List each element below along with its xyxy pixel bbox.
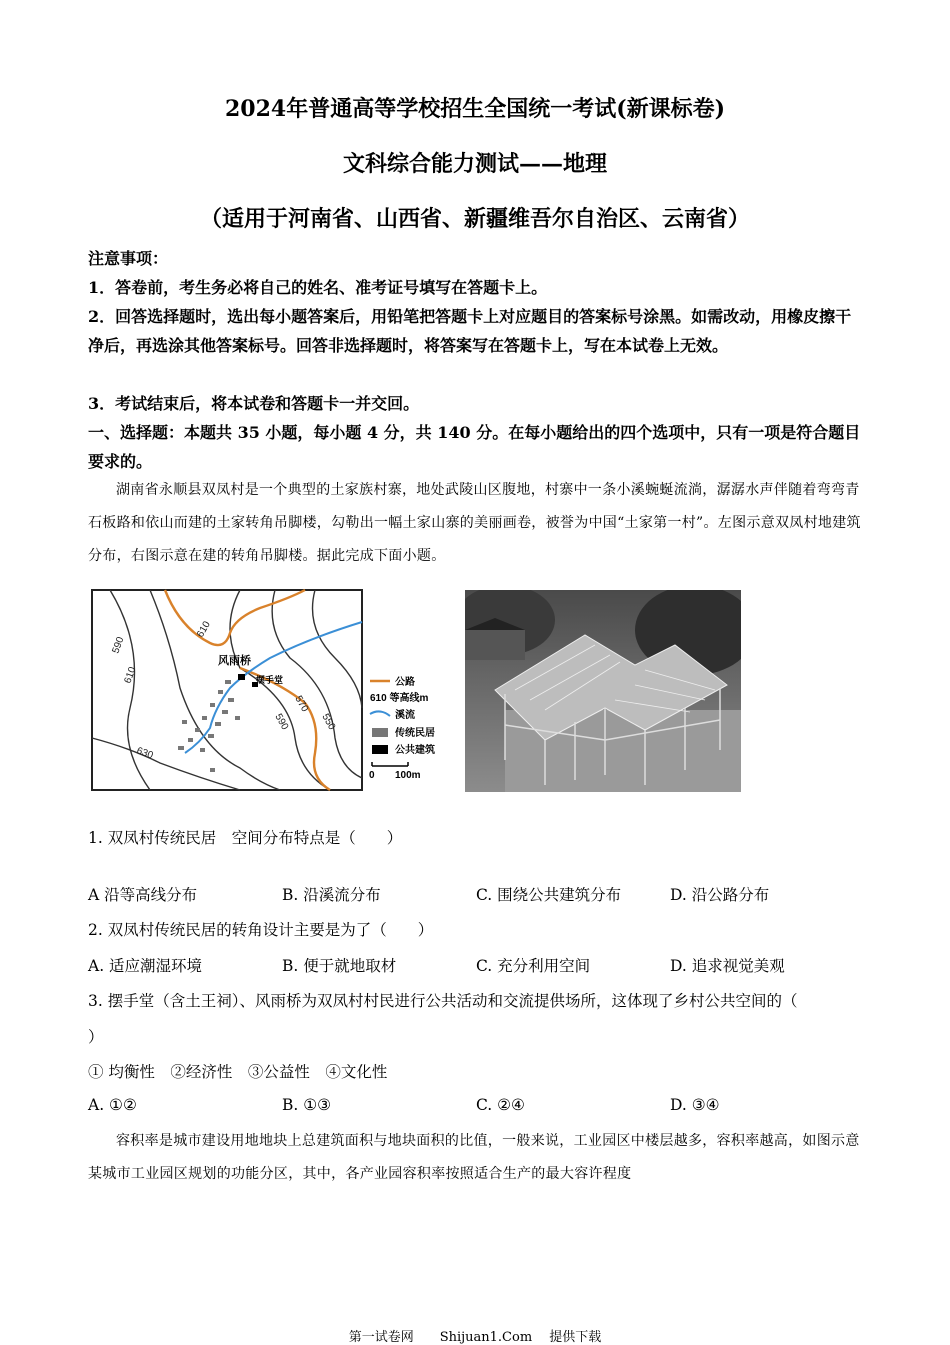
contour-label: 570 [292,694,311,714]
exam-title: 2024年普通高等学校招生全国统一考试(新课标卷) [224,96,726,122]
contour-label: 610 [122,665,139,686]
contour-label: 590 [272,712,291,732]
q2-option-b[interactable]: B. 便于就地取材 [282,957,397,975]
legend-stream: 溪流 [395,710,415,721]
legend-contour: 610 等高线m [370,693,429,704]
q3-option-b[interactable]: B. ①③ [282,1096,332,1114]
question-3-stem: 3. 摆手堂（含土王祠）、风雨桥为双凤村村民进行公共活动和交流提供场所，这体现了乡村公共空间的（ [88,992,798,1010]
q3-option-d[interactable]: D. ③④ [670,1096,720,1114]
exam-subtitle: 文科综合能力测试——地理 [342,151,607,177]
hall-label: 摆手堂 [256,675,284,685]
legend-public: 公共建筑 [395,745,435,756]
scale-zero: 0 [369,770,375,781]
exam-region: （适用于河南省、山西省、新疆维吾尔自治区、云南省） [199,206,750,232]
q1-option-d[interactable]: D. 沿公路分布 [670,886,770,904]
contour-label: 590 [110,635,127,656]
question-3-items: ① 均衡性 ②经济性 ③公益性 ④文化性 [88,1063,388,1081]
village-map [90,588,458,794]
q2-option-d[interactable]: D. 追求视觉美观 [670,957,785,975]
q1-option-c[interactable]: C. 围绕公共建筑分布 [476,886,622,904]
contour-label: 630 [134,745,155,762]
bridge-label: 风雨桥 [218,655,251,667]
question-3-stem-cont: ） [88,1028,104,1046]
q3-option-a[interactable]: A. ①② [88,1096,137,1114]
note-item-2: 2．回答选择题时，选出每小题答案后，用铅笔把答题卡上对应题目的答案标号涂黑。如需改动，用橡皮擦干净后，再选涂其他答案标号。回答非选择题时，将答案写在答题卡上，写在本试卷上无效。 [88,307,852,355]
section-intro: 一、选择题：本题共 35 小题，每小题 4 分，共 140 分。在每小题给出的四个选项中，只有一项是符合题目要求的。 [88,423,861,471]
contour-label: 610 [195,619,213,640]
question-2-stem: 2. 双凤村传统民居的转角设计主要是为了（ ） [88,921,434,939]
question-1-stem: 1. 双凤村传统民居 空间分布特点是（ ） [88,829,403,847]
q1-option-b[interactable]: B. 沿溪流分布 [282,886,381,904]
stilt-house-photo [465,590,741,792]
q3-option-c[interactable]: C. ②④ [476,1096,525,1114]
passage-1: 湖南省永顺县双凤村是一个典型的土家族村寨，地处武陵山区腹地，村寨中一条小溪蜿蜒流淌，潺潺水声伴随着弯弯青石板路和依山而建的土家转角吊脚楼，勾勒出一幅土家山寨的美丽画卷，被誉为中国“土家第一村”。左图示意双凤村地建筑分布，右图示意在建的转角吊脚楼。据此完成下面小题。 [88,482,861,564]
q2-option-a[interactable]: A. 适应潮湿环境 [88,957,203,975]
q1-option-a[interactable]: A 沿等高线分布 [88,886,198,904]
page-footer: 第一试卷网 Shijuan1.Com 提供下载 [348,1330,602,1345]
note-item-1: 1．答卷前，考生务必将自己的姓名、准考证号填写在答题卡上。 [88,278,548,297]
scale-length: 100m [395,770,421,781]
q2-option-c[interactable]: C. 充分利用空间 [476,957,591,975]
notes-heading: 注意事项： [88,249,169,268]
legend-road: 公路 [395,677,415,688]
note-item-3: 3．考试结束后，将本试卷和答题卡一并交回。 [88,394,420,413]
legend-house: 传统民居 [395,728,435,739]
passage-2: 容积率是城市建设用地地块上总建筑面积与地块面积的比值，一般来说，工业园区中楼层越多，容积率越高，如图示意某城市工业园区规划的功能分区，其中，各产业园容积率按照适合生产的最大容许程度 [88,1133,860,1182]
contour-label: 550 [319,712,338,732]
